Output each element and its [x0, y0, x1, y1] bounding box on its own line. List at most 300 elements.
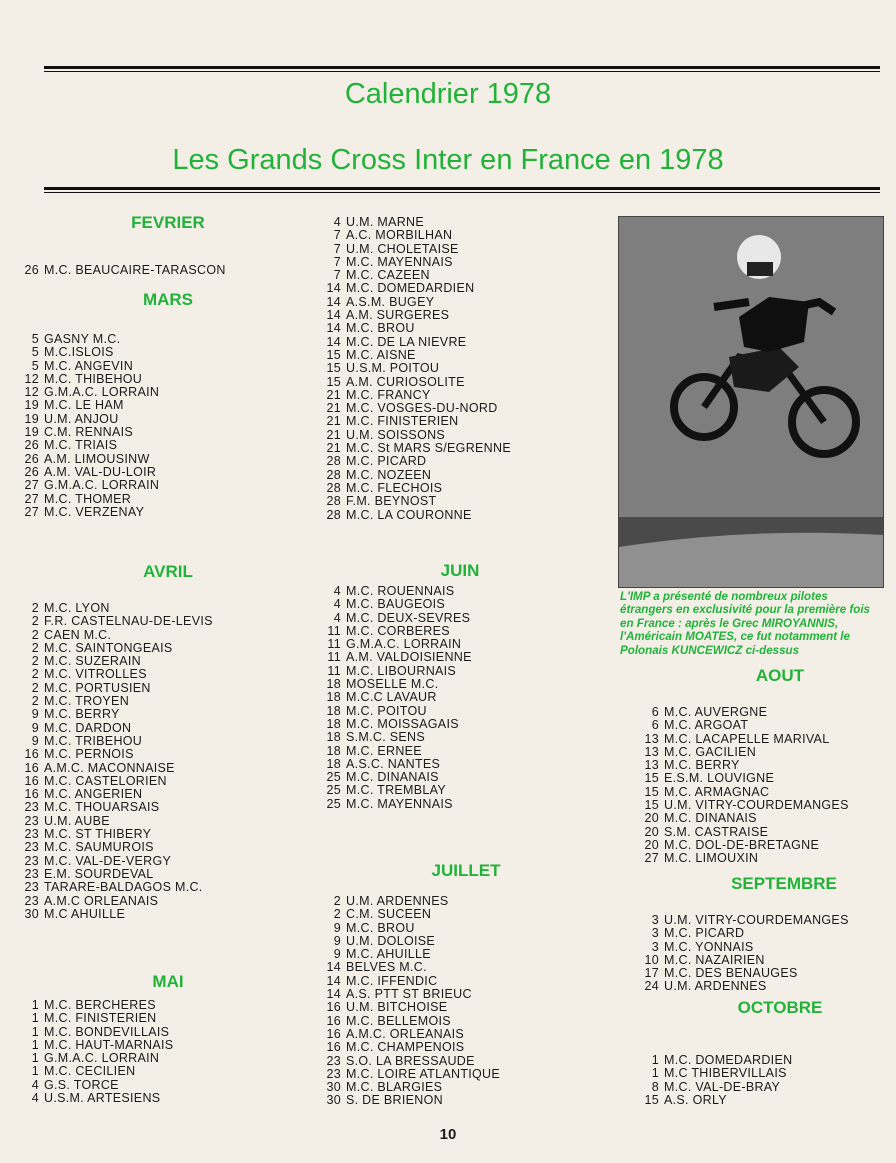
- event-row: [20, 881, 213, 894]
- event-row: [20, 333, 159, 346]
- event-club: A.M.C. ORLEANAIS: [346, 1026, 465, 1041]
- event-row: [20, 1079, 173, 1092]
- event-list-mai-continued: [322, 216, 511, 522]
- event-row: [322, 376, 511, 389]
- event-club: M.C. CAZEEN: [346, 268, 430, 283]
- event-row: [322, 625, 472, 638]
- event-row: [322, 678, 472, 691]
- month-heading-fevrier: FEVRIER: [131, 213, 205, 232]
- month-heading-mars: MARS: [142, 290, 194, 309]
- event-club: E.S.M. LOUVIGNE: [664, 771, 775, 786]
- event-club: M.C. NOZEEN: [346, 467, 432, 482]
- event-club: M.C. VAL-DE-VERGY: [44, 853, 172, 868]
- event-row: [640, 719, 849, 732]
- event-day: 21: [326, 387, 341, 402]
- event-row: [322, 256, 511, 269]
- event-row: [322, 1015, 500, 1028]
- event-day: 5: [31, 332, 39, 346]
- event-day: 1: [651, 1053, 659, 1067]
- event-club: M.C. THOUARSAIS: [44, 800, 160, 815]
- page-subtitle: Les Grands Cross Inter en France en 1978: [172, 144, 724, 176]
- event-day: 19: [24, 398, 39, 413]
- event-club: M.C. BLARGIES: [346, 1080, 443, 1095]
- event-row: [322, 745, 472, 758]
- event-day: 23: [24, 866, 39, 881]
- event-day: 12: [24, 385, 39, 400]
- event-day: 17: [644, 966, 659, 981]
- event-day: 15: [644, 771, 659, 786]
- event-row: [640, 914, 849, 927]
- event-day: 27: [644, 851, 659, 866]
- event-day: 16: [326, 1026, 341, 1041]
- event-day: 18: [326, 690, 341, 705]
- event-club: M.C. HAUT-MARNAIS: [44, 1037, 174, 1052]
- event-day: 26: [24, 438, 39, 453]
- event-club: M.C AHUILLE: [44, 906, 126, 921]
- event-day: 1: [31, 1037, 39, 1052]
- event-row: [640, 812, 849, 825]
- event-day: 2: [31, 601, 39, 615]
- month-heading-juin: JUIN: [440, 561, 480, 580]
- event-day: 10: [644, 952, 659, 967]
- event-day: 25: [326, 770, 341, 785]
- event-day: 2: [31, 627, 39, 642]
- event-day: 27: [24, 504, 39, 519]
- event-club: A.S.M. BUGEY: [346, 294, 435, 309]
- event-club: M.C. CASTELORIEN: [44, 773, 167, 788]
- event-list-aout: [640, 706, 849, 866]
- event-club: A.M. VALDOISIENNE: [346, 650, 472, 665]
- event-club: M.C. AUVERGNE: [664, 705, 768, 719]
- event-club: M.C. LIMOUXIN: [664, 851, 759, 866]
- event-day: 20: [644, 837, 659, 852]
- event-club: A.M.C. MACONNAISE: [44, 760, 175, 775]
- event-day: 25: [326, 783, 341, 798]
- event-day: 7: [333, 241, 341, 256]
- event-club: M.C. IFFENDIC: [346, 973, 438, 988]
- event-row: [322, 718, 472, 731]
- event-club: M.C. ERNEE: [346, 743, 422, 758]
- event-day: 28: [326, 480, 341, 495]
- event-row: [20, 655, 213, 668]
- event-row: [640, 786, 849, 799]
- event-row: [322, 922, 500, 935]
- event-row: [20, 841, 213, 854]
- event-day: 18: [326, 730, 341, 745]
- event-row: [20, 264, 226, 277]
- event-row: [322, 415, 511, 428]
- event-day: 23: [326, 1053, 341, 1068]
- event-row: [322, 282, 511, 295]
- event-club: M.C. ANGERIEN: [44, 787, 143, 802]
- event-row: [322, 389, 511, 402]
- event-row: [640, 1081, 792, 1094]
- event-club: G.M.A.C. LORRAIN: [44, 478, 160, 493]
- event-club: M.C. VAL-DE-BRAY: [664, 1079, 781, 1094]
- event-day: 19: [24, 425, 39, 440]
- event-list-mars: [20, 333, 159, 519]
- month-heading-juillet: JUILLET: [431, 861, 501, 880]
- event-row: [322, 1028, 500, 1041]
- event-club: M.C. TRIAIS: [44, 438, 118, 453]
- event-row: [640, 1067, 792, 1080]
- event-day: 9: [333, 920, 341, 935]
- event-club: U.S.M. ARTESIENS: [44, 1091, 161, 1106]
- event-row: [20, 360, 159, 373]
- event-row: [20, 695, 213, 708]
- event-row: [20, 413, 159, 426]
- event-club: A.M. CURIOSOLITE: [346, 374, 465, 389]
- event-club: M.C. DOMEDARDIEN: [664, 1053, 793, 1067]
- event-club: A.C. MORBILHAN: [346, 228, 453, 243]
- event-club: M.C. ST THIBERY: [44, 827, 152, 842]
- event-row: [20, 748, 213, 761]
- event-day: 26: [24, 451, 39, 466]
- event-day: 1: [31, 998, 39, 1012]
- event-row: [322, 243, 511, 256]
- event-day: 16: [24, 787, 39, 802]
- event-club: U.M. DOLOISE: [346, 933, 436, 948]
- event-club: F.R. CASTELNAU-DE-LEVIS: [44, 614, 213, 629]
- event-club: M.C. PERNOIS: [44, 747, 134, 762]
- event-row: [20, 682, 213, 695]
- top-rule-thick: [44, 66, 880, 69]
- event-club: A.S. PTT ST BRIEUC: [346, 987, 472, 1002]
- event-row: [20, 506, 159, 519]
- event-row: [322, 1055, 500, 1068]
- event-club: M.C. SAINTONGEAIS: [44, 640, 173, 655]
- event-club: M.C. BERCHERES: [44, 998, 156, 1012]
- event-row: [322, 349, 511, 362]
- event-day: 1: [31, 1011, 39, 1026]
- event-club: M.C. DARDON: [44, 720, 132, 735]
- event-row: [322, 429, 511, 442]
- event-day: 19: [24, 411, 39, 426]
- month-heading-septembre: SEPTEMBRE: [731, 874, 837, 893]
- event-club: A.S. ORLY: [664, 1092, 727, 1107]
- event-club: M.C. DEUX-SEVRES: [346, 610, 471, 625]
- event-club: M.C. BERRY: [664, 758, 740, 773]
- month-heading-avril: AVRIL: [143, 562, 193, 581]
- event-row: [322, 731, 472, 744]
- event-day: 16: [24, 747, 39, 762]
- event-club: TARARE-BALDAGOS M.C.: [44, 880, 203, 895]
- event-day: 16: [326, 1000, 341, 1015]
- event-day: 28: [326, 507, 341, 522]
- event-list-juin: [322, 585, 472, 811]
- event-row: [322, 691, 472, 704]
- event-day: 14: [326, 294, 341, 309]
- event-row: [640, 1054, 792, 1067]
- event-row: [20, 602, 213, 615]
- event-row: [20, 1092, 173, 1105]
- event-row: [20, 855, 213, 868]
- event-club: G.M.A.C. LORRAIN: [44, 1051, 160, 1066]
- event-day: 2: [31, 640, 39, 655]
- event-row: [322, 598, 472, 611]
- event-day: 13: [644, 731, 659, 746]
- event-row: [20, 801, 213, 814]
- event-club: M.C. TRIBEHOU: [44, 733, 143, 748]
- event-row: [20, 373, 159, 386]
- event-club: M.C. MAYENNAIS: [346, 796, 453, 811]
- event-row: [20, 722, 213, 735]
- event-club: M.C. BEAUCAIRE-TARASCON: [44, 263, 226, 277]
- event-club: M.C. BROU: [346, 920, 415, 935]
- event-row: [322, 362, 511, 375]
- event-club: M.C. LIBOURNAIS: [346, 663, 457, 678]
- event-club: M.C. ROUENNAIS: [346, 584, 455, 598]
- event-day: 30: [326, 1080, 341, 1095]
- top-rule-thin: [44, 71, 880, 72]
- event-row: [322, 771, 472, 784]
- event-club: M.C. SAUMUROIS: [44, 840, 154, 855]
- event-day: 14: [326, 973, 341, 988]
- event-row: [322, 798, 472, 811]
- event-day: 28: [326, 494, 341, 509]
- event-row: [640, 980, 849, 993]
- event-day: 27: [24, 478, 39, 493]
- event-day: 21: [326, 441, 341, 456]
- event-row: [20, 668, 213, 681]
- month-heading-octobre: OCTOBRE: [737, 998, 823, 1017]
- event-club: M.C. DES BENAUGES: [664, 966, 798, 981]
- event-club: S.M.C. SENS: [346, 730, 426, 745]
- event-row: [20, 735, 213, 748]
- event-row: [20, 868, 213, 881]
- event-day: 25: [326, 796, 341, 811]
- event-list-septembre: [640, 914, 849, 994]
- motocross-rider-illustration: [619, 217, 883, 587]
- event-row: [322, 705, 472, 718]
- event-day: 1: [31, 1024, 39, 1039]
- event-club: U.M. ANJOU: [44, 411, 119, 426]
- event-row: [322, 948, 500, 961]
- event-row: [20, 708, 213, 721]
- month-heading-mai: MAI: [152, 972, 184, 991]
- event-club: U.M. AUBE: [44, 813, 110, 828]
- event-day: 7: [333, 228, 341, 243]
- event-club: M.C. DINANAIS: [664, 811, 757, 826]
- event-club: M.C. SUZERAIN: [44, 654, 141, 669]
- event-club: M.C. VITROLLES: [44, 667, 147, 682]
- event-day: 2: [31, 694, 39, 709]
- event-row: [640, 954, 849, 967]
- event-club: BELVES M.C.: [346, 960, 427, 975]
- event-row: [322, 336, 511, 349]
- event-day: 14: [326, 334, 341, 349]
- header-rule-thin: [44, 192, 880, 193]
- event-row: [322, 1081, 500, 1094]
- photo-caption: L'IMP a présenté de nombreux pilotes étrangers en exclusivité pour la première fois en France : après le Grec MIROYANNIS, l'Américain MOATES, ce fut notamment le Polonais KUNCEWICZ ci-dessus: [620, 590, 871, 657]
- event-day: 13: [644, 744, 659, 759]
- event-row: [20, 1052, 173, 1065]
- event-club: M.C THIBERVILLAIS: [664, 1066, 787, 1081]
- event-row: [20, 999, 173, 1012]
- event-day: 2: [31, 667, 39, 682]
- event-row: [640, 746, 849, 759]
- event-day: 2: [31, 654, 39, 669]
- event-row: [20, 908, 213, 921]
- event-day: 5: [31, 358, 39, 373]
- event-club: M.C.ISLOIS: [44, 345, 114, 360]
- event-row: [322, 402, 511, 415]
- event-club: G.M.A.C. LORRAIN: [346, 637, 462, 652]
- event-club: U.M. CHOLETAISE: [346, 241, 459, 256]
- event-day: 15: [644, 798, 659, 813]
- event-day: 26: [24, 263, 39, 277]
- event-day: 3: [651, 926, 659, 941]
- event-row: [20, 762, 213, 775]
- event-club: M.C. St MARS S/EGRENNE: [346, 441, 511, 456]
- event-day: 14: [326, 281, 341, 296]
- event-day: 12: [24, 371, 39, 386]
- event-club: M.C. DOL-DE-BRETAGNE: [664, 837, 820, 852]
- event-day: 20: [644, 811, 659, 826]
- event-club: M.C. BELLEMOIS: [346, 1013, 451, 1028]
- event-day: 8: [651, 1079, 659, 1094]
- event-day: 2: [31, 614, 39, 629]
- event-row: [322, 216, 511, 229]
- event-row: [20, 399, 159, 412]
- event-day: 6: [651, 705, 659, 719]
- event-club: G.M.A.C. LORRAIN: [44, 385, 160, 400]
- event-club: S.M. CASTRAISE: [664, 824, 769, 839]
- event-day: 21: [326, 401, 341, 416]
- event-row: [322, 908, 500, 921]
- event-day: 18: [326, 743, 341, 758]
- event-club: M.C. PICARD: [664, 926, 745, 941]
- page-title: Calendrier 1978: [344, 78, 552, 110]
- event-day: 5: [31, 345, 39, 360]
- event-club: U.M. VITRY-COURDEMANGES: [664, 798, 849, 813]
- event-club: M.C. BONDEVILLAIS: [44, 1024, 170, 1039]
- event-row: [640, 706, 849, 719]
- event-list-juillet: [322, 895, 500, 1108]
- event-row: [322, 509, 511, 522]
- event-row: [322, 988, 500, 1001]
- event-club: M.C. DOMEDARDIEN: [346, 281, 475, 296]
- event-row: [20, 815, 213, 828]
- event-row: [640, 967, 849, 980]
- event-club: M.C. LA COURONNE: [346, 507, 472, 522]
- event-club: M.C. FRANCY: [346, 387, 431, 402]
- event-row: [20, 895, 213, 908]
- event-club: GASNY M.C.: [44, 332, 121, 346]
- event-row: [20, 1012, 173, 1025]
- event-day: 7: [333, 268, 341, 283]
- event-club: U.M. VITRY-COURDEMANGES: [664, 913, 849, 927]
- event-club: G.S. TORCE: [44, 1077, 119, 1092]
- event-row: [322, 322, 511, 335]
- event-club: M.C. AISNE: [346, 347, 416, 362]
- event-club: M.C. MAYENNAIS: [346, 254, 453, 269]
- event-row: [640, 733, 849, 746]
- event-club: M.C. DE LA NIEVRE: [346, 334, 467, 349]
- event-row: [322, 961, 500, 974]
- event-day: 7: [333, 254, 341, 269]
- event-day: 2: [333, 907, 341, 922]
- event-club: M.C. LOIRE ATLANTIQUE: [346, 1066, 501, 1081]
- event-row: [322, 455, 511, 468]
- event-club: M.C. CHAMPENOIS: [346, 1040, 465, 1055]
- event-club: M.C. ARMAGNAC: [664, 784, 770, 799]
- event-club: A.M. SURGERES: [346, 308, 450, 323]
- header-rule-thick: [44, 187, 880, 190]
- event-club: M.C. VERZENAY: [44, 504, 145, 519]
- event-club: M.C. CORBERES: [346, 623, 450, 638]
- event-day: 16: [24, 760, 39, 775]
- event-club: M.C.C LAVAUR: [346, 690, 437, 705]
- event-day: 3: [651, 913, 659, 927]
- event-day: 18: [326, 756, 341, 771]
- event-row: [640, 941, 849, 954]
- event-club: M.C. PICARD: [346, 454, 427, 469]
- event-club: M.C. NAZAIRIEN: [664, 952, 765, 967]
- event-club: CAEN M.C.: [44, 627, 112, 642]
- event-day: 11: [327, 650, 341, 665]
- event-row: [322, 758, 472, 771]
- event-list-mai: [20, 999, 173, 1105]
- event-club: M.C. FINISTERIEN: [346, 414, 459, 429]
- event-list-octobre: [640, 1054, 792, 1107]
- event-row: [322, 784, 472, 797]
- event-row: [322, 309, 511, 322]
- event-club: U.M. SOISSONS: [346, 427, 446, 442]
- event-day: 23: [24, 840, 39, 855]
- event-row: [322, 612, 472, 625]
- event-row: [640, 927, 849, 940]
- event-day: 21: [326, 414, 341, 429]
- event-club: M.C. FLECHOIS: [346, 480, 443, 495]
- event-day: 9: [31, 720, 39, 735]
- event-club: M.C. VOSGES-DU-NORD: [346, 401, 498, 416]
- event-club: M.C. DINANAIS: [346, 770, 439, 785]
- event-row: [20, 629, 213, 642]
- event-club: U.M. MARNE: [346, 215, 424, 229]
- event-row: [322, 229, 511, 242]
- event-row: [322, 975, 500, 988]
- event-club: M.C. AHUILLE: [346, 947, 431, 962]
- event-day: 26: [24, 464, 39, 479]
- event-club: M.C. PORTUSIEN: [44, 680, 151, 695]
- event-row: [20, 479, 159, 492]
- event-row: [322, 1001, 500, 1014]
- event-day: 9: [31, 733, 39, 748]
- event-day: 15: [326, 347, 341, 362]
- event-row: [322, 1094, 500, 1107]
- event-day: 4: [333, 610, 341, 625]
- event-club: M.C. LYON: [44, 601, 110, 615]
- event-day: 16: [24, 773, 39, 788]
- event-club: F.M. BEYNOST: [346, 494, 437, 509]
- event-day: 30: [24, 906, 39, 921]
- event-day: 23: [24, 853, 39, 868]
- event-club: M.C. MOISSAGAIS: [346, 716, 459, 731]
- event-day: 9: [31, 707, 39, 722]
- event-row: [640, 799, 849, 812]
- event-club: M.C. THIBEHOU: [44, 371, 143, 386]
- event-row: [640, 1094, 792, 1107]
- event-day: 6: [651, 718, 659, 733]
- event-club: M.C. GACILIEN: [664, 744, 757, 759]
- event-day: 1: [31, 1064, 39, 1079]
- event-row: [20, 386, 159, 399]
- event-row: [322, 495, 511, 508]
- event-club: M.C. TREMBLAY: [346, 783, 446, 798]
- event-day: 27: [24, 491, 39, 506]
- event-day: 14: [326, 321, 341, 336]
